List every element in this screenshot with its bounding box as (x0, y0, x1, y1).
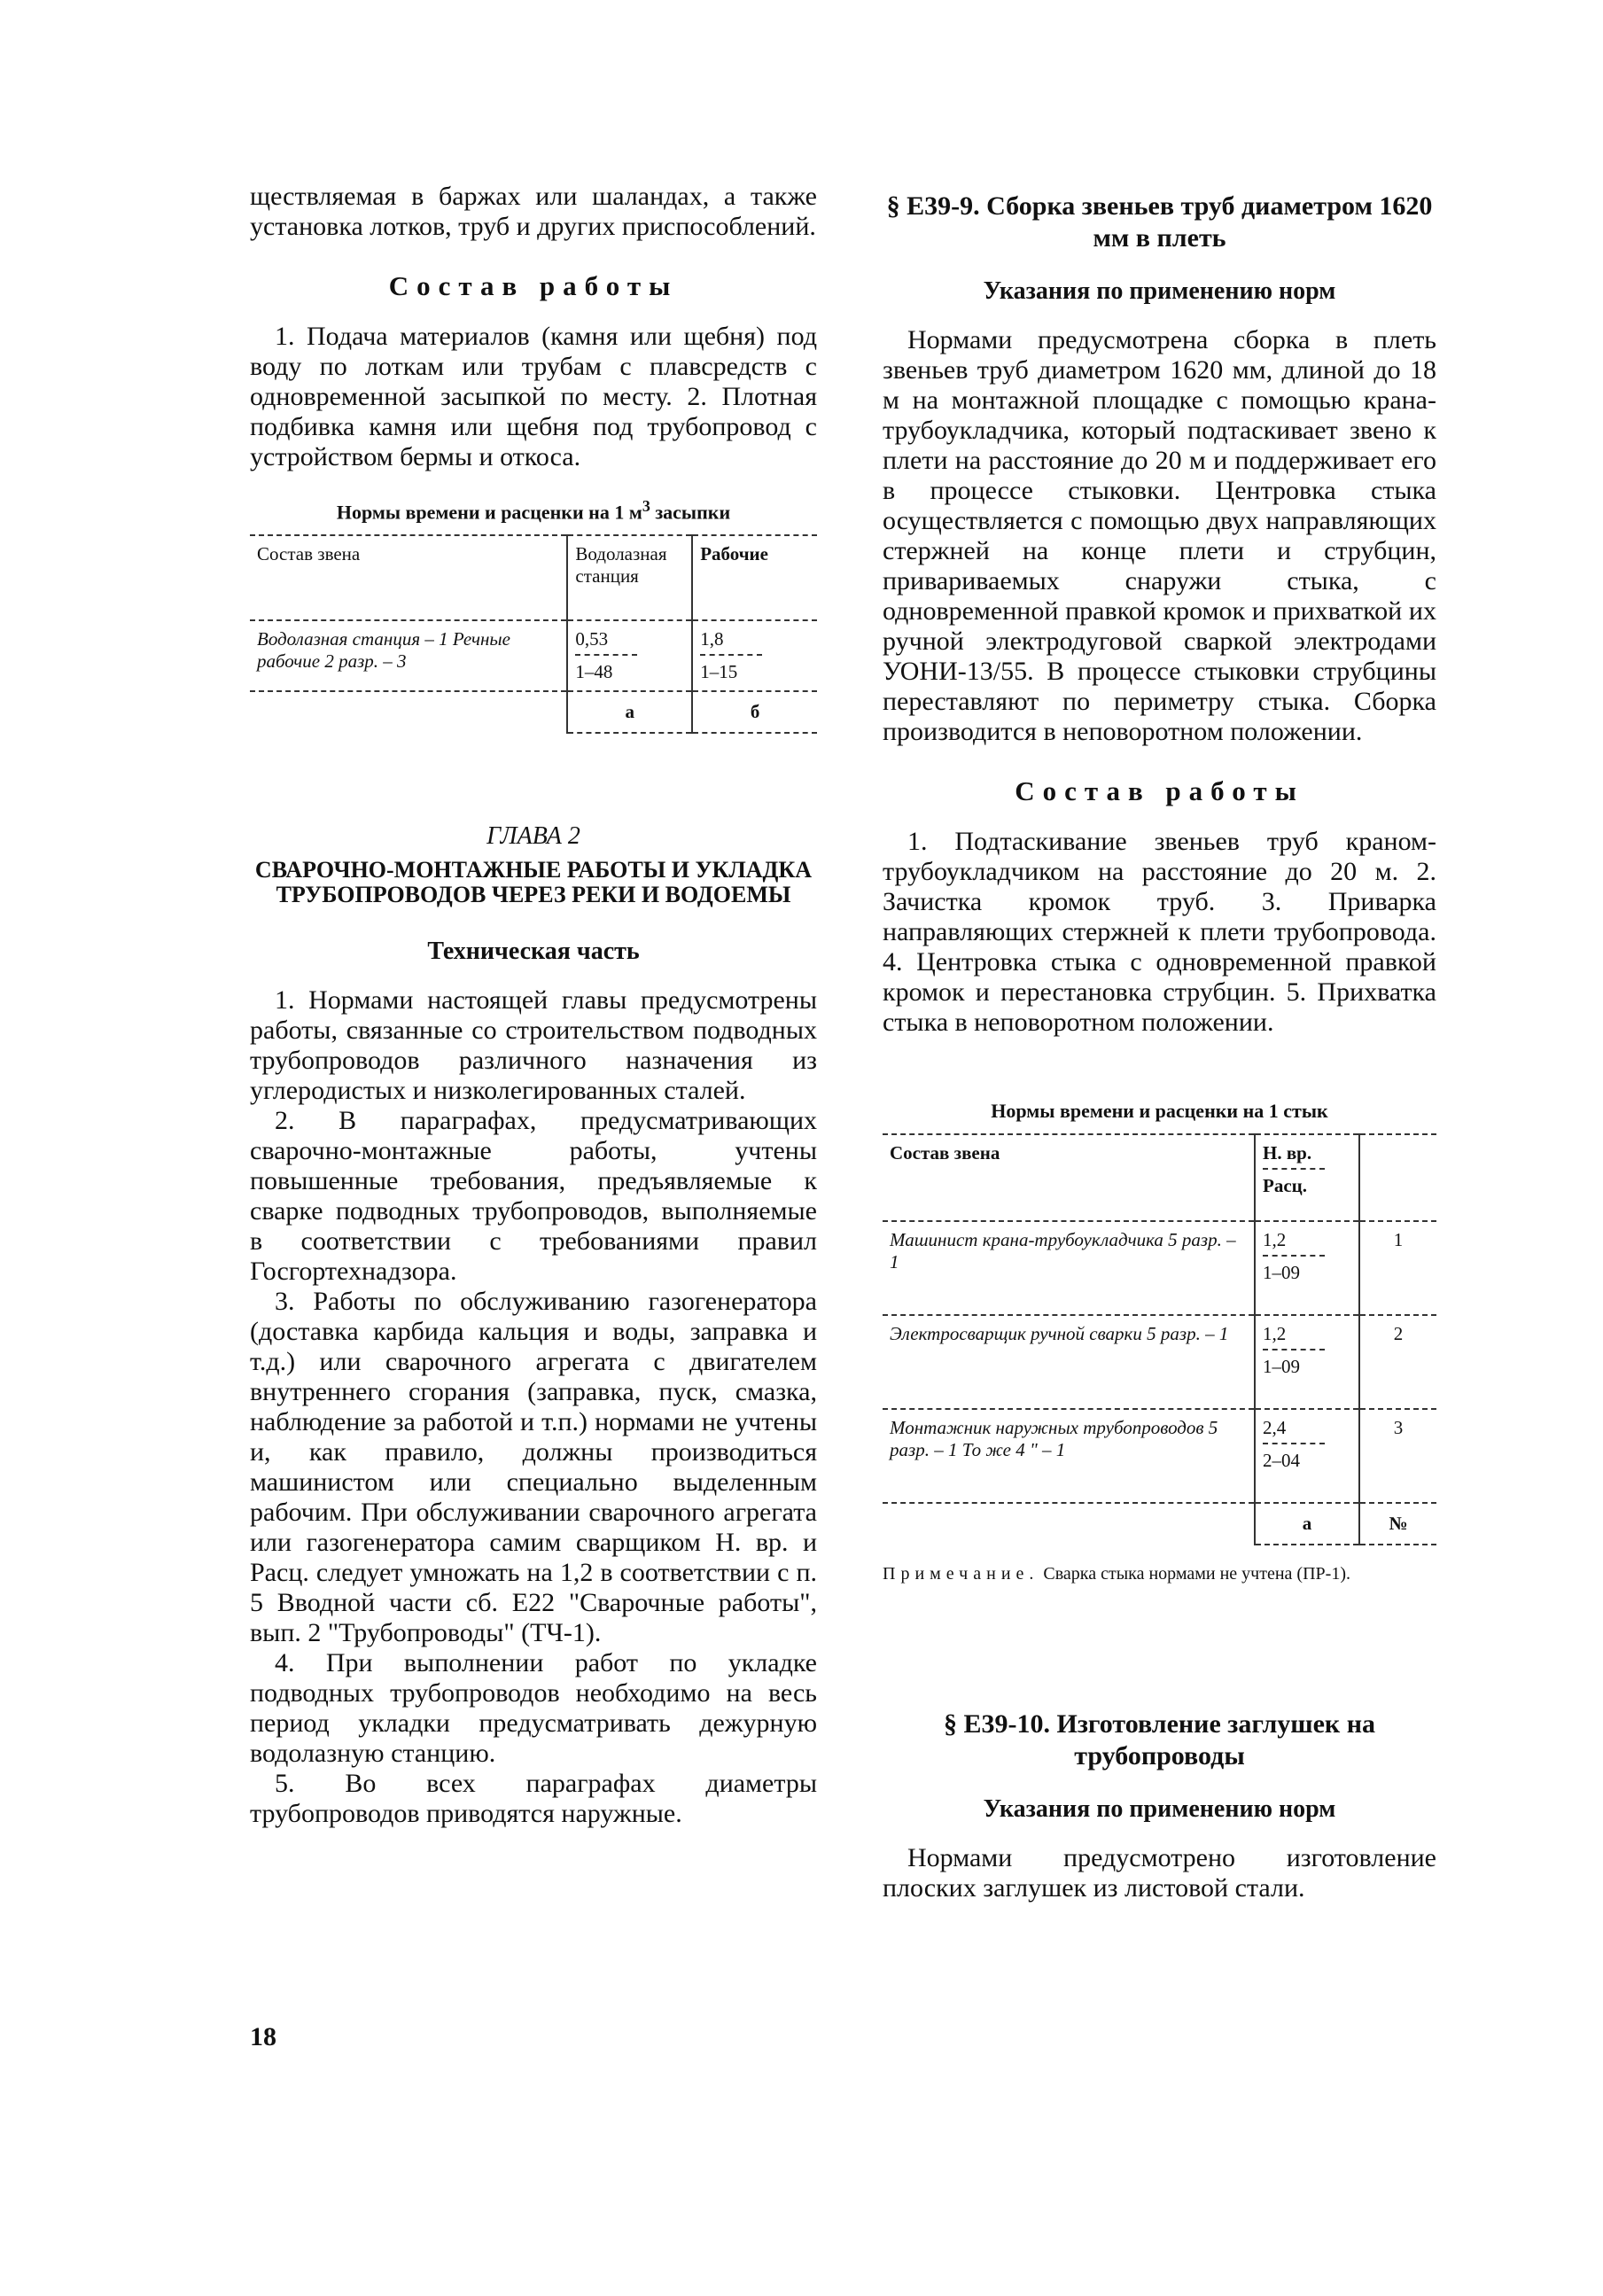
right-column (883, 182, 1436, 1903)
workers-nvr: 1,8 (700, 628, 762, 656)
nvr-value: 2,4 (1263, 1417, 1325, 1444)
table-header-row (250, 535, 817, 620)
table-footer-row (250, 691, 817, 733)
section1-subhead: Указания по применению норм (983, 277, 1336, 305)
table-caption-left (250, 497, 817, 524)
section2-subhead: Указания по применению норм (983, 1795, 1336, 1823)
workers-value-cell (692, 620, 817, 691)
chapter-block (250, 822, 817, 907)
rasc-value: 2–04 (1263, 1450, 1300, 1471)
footer-a: а (1255, 1503, 1359, 1545)
norms-table-right (883, 1133, 1436, 1545)
row-number: 2 (1359, 1315, 1436, 1409)
crew-cell: Машинист крана-трубоукладчика 5 разр. – 1 (883, 1221, 1255, 1315)
row-number: 3 (1359, 1409, 1436, 1503)
left-column (250, 182, 817, 1829)
table-footer-row (883, 1503, 1436, 1545)
section-title-e39-9: § Е39-9. Сборка звеньев труб диаметром 1620 мм в плеть (886, 191, 1433, 253)
header-crew: Состав звена (250, 535, 567, 620)
rasc-value: 1–09 (1263, 1262, 1300, 1283)
row-number: 1 (1359, 1221, 1436, 1315)
caption-tail: засыпки (655, 501, 731, 524)
header-rasc: Расц. (1263, 1175, 1307, 1196)
work-heading-left: Состав работы (388, 270, 679, 301)
header-nvr-rasc (1255, 1134, 1359, 1221)
table-row (250, 620, 817, 691)
work-heading-right: Состав работы (1015, 775, 1304, 806)
table-row (883, 1409, 1436, 1503)
nvr-value: 1,2 (1263, 1229, 1325, 1257)
footer-num: № (1359, 1503, 1436, 1545)
paragraph: 2. В параграфах, предусматривающих сварочно-монтажные работы, учтены повышенные требования, предъявляемые к сварке подводных трубопроводов, выполняемые в соответствии с требованиями правил Госгортехнадзора. (250, 1106, 817, 1287)
section1-text: Нормами предусмотрена сборка в плеть звеньев труб диаметром 1620 мм, длиной до 18 м на монтажной площадке с помощью крана-трубоукладчика, который подтаскивает звено к плети на расстояние до 20 м и поддерживает его в процессе стыковки. Центровка стыка осуществляется с помощью двух направляющих стержней на конце плети и струбцин, привариваемых снаружи стыка, с одновременной правкой кромок и прихваткой их ручной электродуговой сваркой электродами УОНИ-13/55. В процессе стыковки струбцины переставляют по периметру стыка. Сборка производится в неповоротном положении. (883, 325, 1436, 746)
caption-main: Нормы времени и расценки на 1 м (336, 501, 642, 524)
chapter-number: ГЛАВА 2 (486, 822, 580, 851)
table-header-row (883, 1134, 1436, 1221)
crew-cell: Электросварщик ручной сварки 5 разр. – 1 (883, 1315, 1255, 1409)
paragraph: 4. При выполнении работ по укладке подводных трубопроводов необходимо на весь период укладки предусматривать дежурную водолазную станцию. (250, 1648, 817, 1769)
rasc-value: 1–09 (1263, 1356, 1300, 1377)
work-text-left: 1. Подача материалов (камня или щебня) под воду по лоткам или трубам с плавсредств с одновременной засыпкой по месту. 2. Плотная подбивка камня или щебня под трубопровод с устройством бермы и откоса. (250, 322, 817, 471)
table-note (883, 1563, 1436, 1584)
nvr-value: 1,2 (1263, 1323, 1325, 1350)
note-text: Сварка стыка нормами не учтена (ПР-1). (1043, 1564, 1350, 1584)
header-nvr: Н. вр. (1263, 1142, 1325, 1170)
paragraph: 3. Работы по обслуживанию газогенератора (доставка карбида кальция и воды, заправка и т.д.) или сварочного агрегата с двигателем внутреннего сгорания (заправка, пуск, смазка, наблюдение за работой и т.п.) нормами не учтены и, как правило, должны производиться машинистом или специально выделенным рабочим. При обслуживании сварочного агрегата или газогенератора самим сварщиком Н. вр. и Расц. следует умножать на 1,2 в соответствии с п. 5 Вводной части сб. Е22 "Сварочные работы", вып. 2 "Трубопроводы" (ТЧ-1). (250, 1287, 817, 1648)
paragraph: 5. Во всех параграфах диаметры трубопроводов приводятся наружные. (250, 1769, 817, 1829)
diver-rasc: 1–48 (575, 661, 613, 683)
tech-heading: Техническая часть (427, 938, 640, 966)
paragraph: 1. Нормами настоящей главы предусмотрены работы, связанные со строительством подводных трубопроводов различного назначения из углеродистых и низколегированных сталей. (250, 985, 817, 1106)
header-diver-station: Водолазная станция (567, 535, 692, 620)
value-cell (1255, 1409, 1359, 1503)
table-row (883, 1221, 1436, 1315)
value-cell (1255, 1221, 1359, 1315)
footer-a: а (567, 691, 692, 733)
diver-nvr: 0,53 (575, 628, 637, 656)
table-row (883, 1315, 1436, 1409)
header-crew: Состав звена (883, 1134, 1255, 1221)
norms-table-left (250, 534, 817, 734)
caption-sup: 3 (642, 497, 650, 515)
section-title-e39-10: § Е39-10. Изготовление заглушек на трубопроводы (943, 1709, 1375, 1771)
footer-empty (883, 1503, 1255, 1545)
work-text-right: 1. Подтаскивание звеньев труб краном-трубоукладчиком на расстояние до 20 м. 2. Зачистка кромок труб. 3. Приварка направляющих стержней к плети трубопровода. 4. Центровка стыка с одновременной правкой кромок и перестановка струбцин. 5. Прихватка стыка в неповоротном положении. (883, 827, 1436, 1037)
chapter-title: СВАРОЧНО-МОНТАЖНЫЕ РАБОТЫ И УКЛАДКА ТРУБОПРОВОДОВ ЧЕРЕЗ РЕКИ И ВОДОЕМЫ (254, 857, 813, 908)
value-cell (1255, 1315, 1359, 1409)
workers-rasc: 1–15 (700, 661, 738, 683)
header-num (1359, 1134, 1436, 1221)
note-label: Примечание. (883, 1564, 1039, 1584)
intro-text: ществляемая в баржах или шаландах, а также установка лотков, труб и других приспособлений. (250, 182, 817, 241)
page-number: 18 (250, 2022, 276, 2051)
diver-value-cell (567, 620, 692, 691)
table-caption-right: Нормы времени и расценки на 1 стык (991, 1100, 1328, 1122)
header-workers: Рабочие (692, 535, 817, 620)
crew-cell: Монтажник наружных трубопроводов 5 разр. – 1 То же 4 " – 1 (883, 1409, 1255, 1503)
section2-text: Нормами предусмотрено изготовление плоских заглушек из листовой стали. (883, 1843, 1436, 1903)
footer-b: б (692, 691, 817, 733)
crew-cell: Водолазная станция – 1 Речные рабочие 2 разр. – 3 (250, 620, 567, 691)
footer-empty (250, 691, 567, 733)
